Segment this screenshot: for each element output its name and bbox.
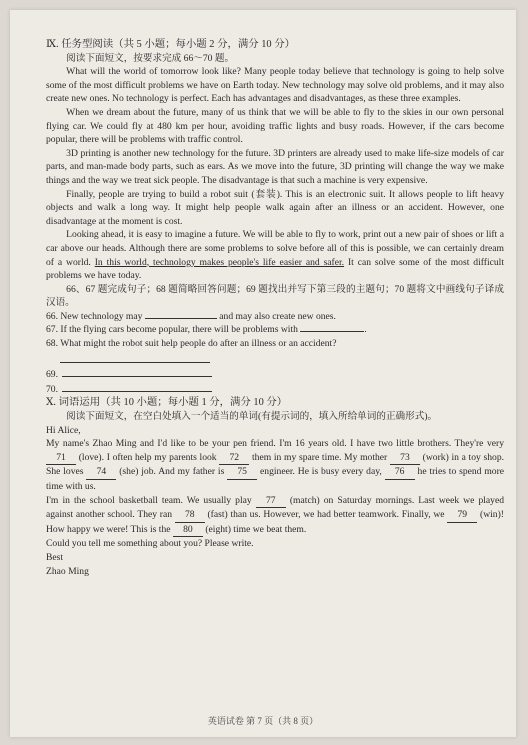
passage-paragraph-1: What will the world of tomorrow look like? Many people today believe that technology is going to help solve some of the most difficult problems we have on Earth today. New technology may solve old problems, and it may also create new ones. No technology is perfect. Each has advantages and disadvantages, as these three examples. [46,66,504,105]
answer-line-70[interactable] [62,382,212,392]
letter-text: (eight) time we beat them. [205,523,307,535]
task-instruction: 66、67 题完成句子；68 题简略回答问题；69 题找出并写下第三段的主题句；70 题将文中画线句子译成汉语。 [46,283,504,309]
section9-instruction: 阅读下面短文，按要求完成 66～70 题。 [66,52,235,64]
letter-closing: Best [46,551,64,563]
letter-paragraph-3: Could you tell me something about you? Please write. [46,538,254,550]
answer-line-69[interactable] [62,367,212,377]
question-70 [46,382,504,397]
letter-text: (love). I often help my parents look [78,451,217,463]
answer-line-68[interactable] [60,353,210,363]
underlined-sentence: In this world, technology makes people's life easier and safer. [94,256,345,268]
letter-paragraph-2 [46,494,504,538]
paragraph-5-after: It can solve some of the most difficult problems we have today. [46,256,504,282]
question-69 [46,367,504,382]
blank-76[interactable]: 76 [385,465,415,480]
question-67 [46,323,504,337]
paragraph-5-before: Looking ahead, it is easy to imagine a future. We will be able to fly to work, print out a new pair of shoes or lift a car above our heads. Although there are some problems to solve before all of this is possible, we can certainly dream of a world. [46,229,504,268]
letter-text: (match) on Saturday mornings. Last week we played against another school. They ran [46,494,505,521]
answer-blank-67[interactable] [300,331,364,332]
letter-text: (win)! How happy we were! This is the [46,509,504,535]
section10-instruction: 阅读下面短文，在空白处填入一个适当的单词(有提示词的，填入所给单词的正确形式)。 [66,411,438,423]
section9-title: Ⅸ. 任务型阅读（共 5 小题；每小题 2 分，满分 10 分） [46,39,296,50]
letter-text: (fast) than us. However, we had better teamwork. Finally, we [207,509,445,521]
page-footer: 英语试卷 第 7 页（共 8 页） [207,716,319,726]
letter [46,424,504,579]
page-content [46,38,504,578]
question-67-text-b: . [364,324,367,336]
question-68-answer-row [46,353,504,368]
exam-page [10,10,516,737]
blank-75[interactable]: 75 [227,465,257,480]
blank-78[interactable]: 78 [175,508,205,523]
passage-paragraph-5 [46,228,504,282]
question-70-label: 70. [46,383,58,395]
blank-74[interactable]: 74 [86,465,116,480]
letter-text: My name's Zhao Ming and I'd like to be your pen friend. I'm 16 years old. I have two little brothers. They're very [46,438,504,450]
blank-73[interactable]: 73 [390,451,420,466]
question-68: 68. What might the robot suit help people do after an illness or an accident? [46,338,337,350]
question-66 [46,310,504,324]
blank-71[interactable]: 71 [46,451,76,466]
question-66-text-a: 66. New technology may [46,310,143,322]
passage-paragraph-4: Finally, people are trying to build a robot suit (套装). This is an electronic suit. It allows people to lift heavy objects and walk a long way. It might help people walk again after an illness or an accident. However, one disadvantage at the moment is cost. [46,188,504,227]
letter-greeting: Hi Alice, [46,424,81,436]
letter-text: (she) job. And my father is [119,466,225,478]
question-69-label: 69. [46,369,58,381]
letter-text: (work) in a toy shop. She loves [46,451,505,478]
blank-77[interactable]: 77 [256,494,286,509]
blank-72[interactable]: 72 [219,451,249,466]
section10-title: Ⅹ. 词语运用（共 10 小题；每小题 1 分，满分 10 分） [46,397,288,409]
answer-blank-66[interactable] [145,318,217,319]
letter-signature: Zhao Ming [46,565,89,577]
letter-text: engineer. He is busy every day, [260,466,382,478]
blank-80[interactable]: 80 [173,523,203,538]
letter-paragraph-1 [46,437,504,493]
letter-text: them in my spare time. My mother [252,451,388,463]
letter-text: he tries to spend more time with us. [46,466,505,492]
blank-79[interactable]: 79 [447,508,477,523]
question-67-text-a: 67. If the flying cars become popular, there will be problems with [46,324,298,336]
passage-paragraph-2: When we dream about the future, many of us think that we will be able to fly to the skies in our own personal flying car. We could fly at 480 km per hour, avoiding traffic lights and busy roads. However, if the cars become popular, there will be problems with traffic control. [46,106,504,146]
letter-text: I'm in the school basketball team. We usually play [46,494,252,506]
question-66-text-b: and may also create new ones. [219,310,336,322]
passage-paragraph-3: 3D printing is another new technology for the future. 3D printers are already used to make life-size models of car parts, and man-made body parts, such as ears. As we move into the future, 3D printing will change the way we make things and the way we treat sick people. The disadvantage is that such a machine is very expensive. [46,147,504,186]
